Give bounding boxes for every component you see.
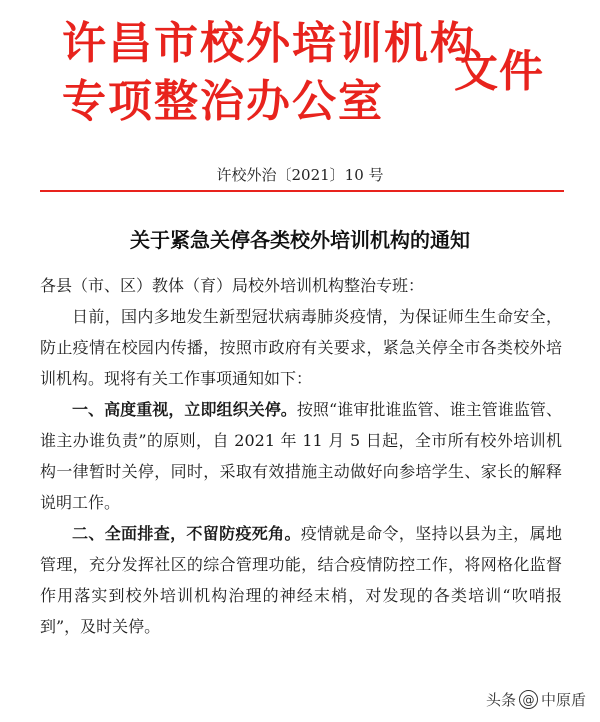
document-label: 文件 xyxy=(454,46,544,97)
document-header xyxy=(0,0,600,150)
source-watermark xyxy=(486,689,586,710)
item-1-paragraph xyxy=(40,394,562,518)
document-number: 许校外治〔2021〕10 号 xyxy=(216,166,384,184)
at-circle-icon: @ xyxy=(519,690,538,709)
watermark-prefix: 头条 xyxy=(485,691,516,709)
item-1-heading: 一、高度重视，立即组织关停。 xyxy=(72,400,297,419)
notice-title: 关于紧急关停各类校外培训机构的通知 xyxy=(130,228,470,252)
issuing-office-line-2: 专项整治办公室 xyxy=(62,76,384,127)
item-2-text: 疫情就是命令，坚持以县为主，属地管理，充分发挥社区的综合管理功能，结合疫情防控工作，将网格化监督作用落实到校外培训机构治理的神经末梢，对发现的各类培训“吹哨报到”，及时关停。 xyxy=(40,524,562,636)
item-2-paragraph xyxy=(40,518,562,642)
item-1-text: 按照“谁审批谁监管、谁主管谁监管、谁主办谁负责”的原则，自 2021 年 11 月 5 日起，全市所有校外培训机构一律暂时关停，同时，采取有效措施主动做好向参培学生、家长的解释说明工作。 xyxy=(40,400,562,512)
red-divider xyxy=(40,190,564,192)
item-2-heading: 二、全面排查，不留防疫死角。 xyxy=(72,524,301,543)
notice-body xyxy=(40,270,562,642)
salutation: 各县（市、区）教体（育）局校外培训机构整治专班： xyxy=(40,276,425,295)
watermark-account: 中原盾 xyxy=(540,691,586,709)
intro-paragraph: 日前，国内多地发生新型冠状病毒肺炎疫情，为保证师生生命安全，防止疫情在校园内传播，按照市政府有关要求，紧急关停全市各类校外培训机构。现将有关工作事项通知如下： xyxy=(40,307,562,388)
issuing-office-line-1: 许昌市校外培训机构 xyxy=(62,18,476,69)
